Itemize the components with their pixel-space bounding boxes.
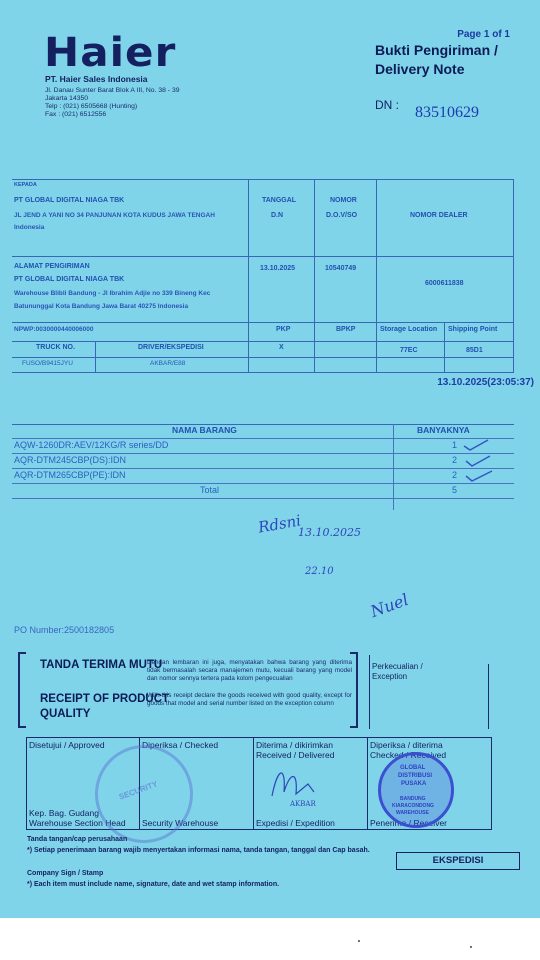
stamp-text: DISTRIBUSI: [398, 773, 433, 779]
stamp-text: GLOBAL: [400, 765, 426, 771]
item-qty: 2: [452, 470, 458, 480]
table-row: [12, 454, 514, 469]
checkmark-icons: [462, 438, 502, 488]
title-line: Diterima / dikirimkan: [256, 740, 333, 750]
stamp-text: BANDUNG: [400, 796, 426, 802]
alamat-line: Warehouse Blibli Bandung - Jl Ibrahim Adjie no 339 Bineng Kec: [14, 290, 211, 297]
checkmark-icon: [464, 440, 488, 450]
kepada-label: KEPADA: [14, 182, 37, 188]
nomor-sub: D.O.V/SO: [326, 212, 358, 219]
exception-line: Exception: [372, 672, 408, 681]
footer-note-en: *) Each item must include name, signature, date and wet stamp information.: [27, 881, 280, 888]
checked-title: Diperiksa / Checked: [142, 740, 219, 750]
footer-note-id: *) Setiap penerimaan barang wajib menyertakan informasi nama, tanda tangan, tanggal dan Cap basah.: [27, 847, 370, 854]
shipping-value: 85D1: [466, 347, 483, 354]
dn-label: DN :: [375, 98, 399, 112]
kepada-country: Indonesia: [14, 224, 45, 231]
warehouse-stamp: [378, 752, 454, 828]
table-row: [12, 439, 514, 454]
document-title: [375, 41, 498, 79]
exception-label: [372, 662, 423, 682]
title-line: Delivery Note: [375, 61, 465, 77]
stamp-text: KIARACONDONG: [392, 803, 434, 809]
security-stamp-text: SECURITY: [117, 779, 159, 802]
kepada-name: PT GLOBAL DIGITAL NIAGA TBK: [14, 197, 125, 204]
handwritten-time: 22.10: [305, 566, 334, 577]
handwritten-signature: Rdsni: [256, 511, 303, 537]
driver-value: AKBAR/E88: [150, 360, 186, 367]
quality-desc-en: With this receipt declare the goods received with good quality, except for goods that model and serial number listed on the exception column: [147, 692, 352, 707]
alamat-name: PT GLOBAL DIGITAL NIAGA TBK: [14, 276, 125, 283]
checkmark-icon: [466, 456, 490, 466]
received-footer: Penerima / Receiver: [370, 818, 448, 828]
delivered-title: [256, 740, 334, 760]
item-name: AQW-1260DR:AEV/12KG/R series/DD: [14, 440, 169, 450]
title-line: Received / Delivered: [256, 750, 335, 760]
dealer-label: NOMOR DEALER: [410, 212, 468, 219]
tanggal-label: TANGGAL: [262, 197, 297, 204]
title-line: Bukti Pengiriman /: [375, 42, 498, 58]
item-name: AQR-DTM245CBP(DS):IDN: [14, 455, 127, 465]
total-label: Total: [200, 485, 220, 495]
checked-footer: Security Warehouse: [142, 818, 219, 828]
pkp-label: PKP: [276, 326, 291, 333]
tanggal-value: 13.10.2025: [260, 265, 296, 272]
footer-title-id: Tanda tangan/cap perusahaan: [27, 836, 128, 843]
total-row: [12, 484, 514, 499]
approved-title: Disetujui / Approved: [29, 740, 105, 750]
shipping-label: Shipping Point: [448, 326, 498, 333]
nomor-value: 10540749: [325, 265, 357, 272]
title-line: Checked / Received: [370, 750, 447, 760]
exception-line: Perkecualian /: [372, 662, 423, 671]
pkp-value: X: [279, 344, 284, 351]
col-name-header: NAMA BARANG: [172, 425, 237, 435]
goods-header-row: [12, 424, 514, 439]
footer-line: Kep. Bag. Gudang: [29, 808, 99, 818]
col-qty-header: BANYAKNYA: [417, 425, 470, 435]
total-value: 5: [452, 485, 458, 495]
bpkp-label: BPKP: [336, 326, 356, 333]
quality-title-id: TANDA TERIMA MUTU: [40, 659, 163, 671]
nomor-label: NOMOR: [330, 197, 357, 204]
handwritten-date: 13.10.2025: [298, 526, 361, 539]
dealer-value: 6000611838: [425, 280, 464, 287]
truck-value: FUSO/B9415JYU: [22, 360, 73, 367]
title-line: QUALITY: [40, 708, 91, 720]
company-name: PT. Haier Sales Indonesia: [45, 74, 148, 84]
checkmark-icon: [466, 471, 492, 481]
tanggal-sub: D.N: [271, 212, 284, 219]
address-line: Telp : (021) 6505668 (Hunting): [45, 103, 138, 110]
po-number: PO Number:2500182805: [14, 625, 115, 635]
truck-label: TRUCK NO.: [36, 344, 75, 351]
address-line: Jakarta 14350: [45, 95, 89, 102]
security-stamp: [95, 745, 193, 843]
title-line: Diperiksa / diterima: [370, 740, 443, 750]
table-row: [12, 469, 514, 484]
handwritten-signature: Nuel: [367, 589, 411, 622]
goods-table: [12, 424, 514, 499]
page-indicator: Page 1 of 1: [457, 29, 510, 40]
print-timestamp: 13.10.2025(23:05:37): [437, 377, 534, 388]
driver-label: DRIVER/EKSPEDISI: [138, 344, 204, 351]
item-qty: 1: [452, 440, 458, 450]
alamat-label: ALAMAT PENGIRIMAN: [14, 263, 90, 270]
item-name: AQR-DTM265CBP(PE):IDN: [14, 470, 126, 480]
title-line: RECEIPT OF PRODUCT: [40, 693, 170, 705]
stamp-text: PUSAKA: [401, 781, 427, 787]
ekspedisi-label: EKSPEDISI: [396, 852, 520, 870]
address-line: Fax : (021) 6512556: [45, 111, 107, 118]
signature-scribble: [268, 762, 318, 802]
courier-name: AKBAR: [290, 800, 316, 808]
stamp-text: WAREHOUSE: [396, 810, 429, 816]
storage-label: Storage Location: [380, 326, 438, 333]
company-address: [45, 87, 245, 119]
haier-logo: Haier: [44, 30, 177, 76]
npwp: NPWP:0030000440006000: [14, 326, 94, 333]
address-line: Jl. Danau Sunter Barat Blok A III, No. 38 - 39: [45, 87, 180, 94]
dn-number: 83510629: [415, 104, 479, 121]
storage-value: 77EC: [400, 347, 418, 354]
footer-line: Warehouse Section Head: [29, 818, 126, 828]
footer-title-en: Company Sign / Stamp: [27, 870, 104, 877]
quality-desc-id: Dengan lembaran ini juga, menyatakan bahwa barang yang diterima tidak bermasalah secara manajemen mutu, kecuali barang yang model dan nomor sennya tertera pada kolom pengecualian: [147, 659, 352, 682]
alamat-line: Batununggal Kota Bandung Jawa Barat 40275 Indonesia: [14, 303, 189, 310]
delivered-footer: Expedisi / Expedition: [256, 818, 335, 828]
item-qty: 2: [452, 455, 458, 465]
kepada-address: JL JEND A YANI NO 34 PANJUNAN KOTA KUDUS JAWA TENGAH: [14, 212, 215, 219]
